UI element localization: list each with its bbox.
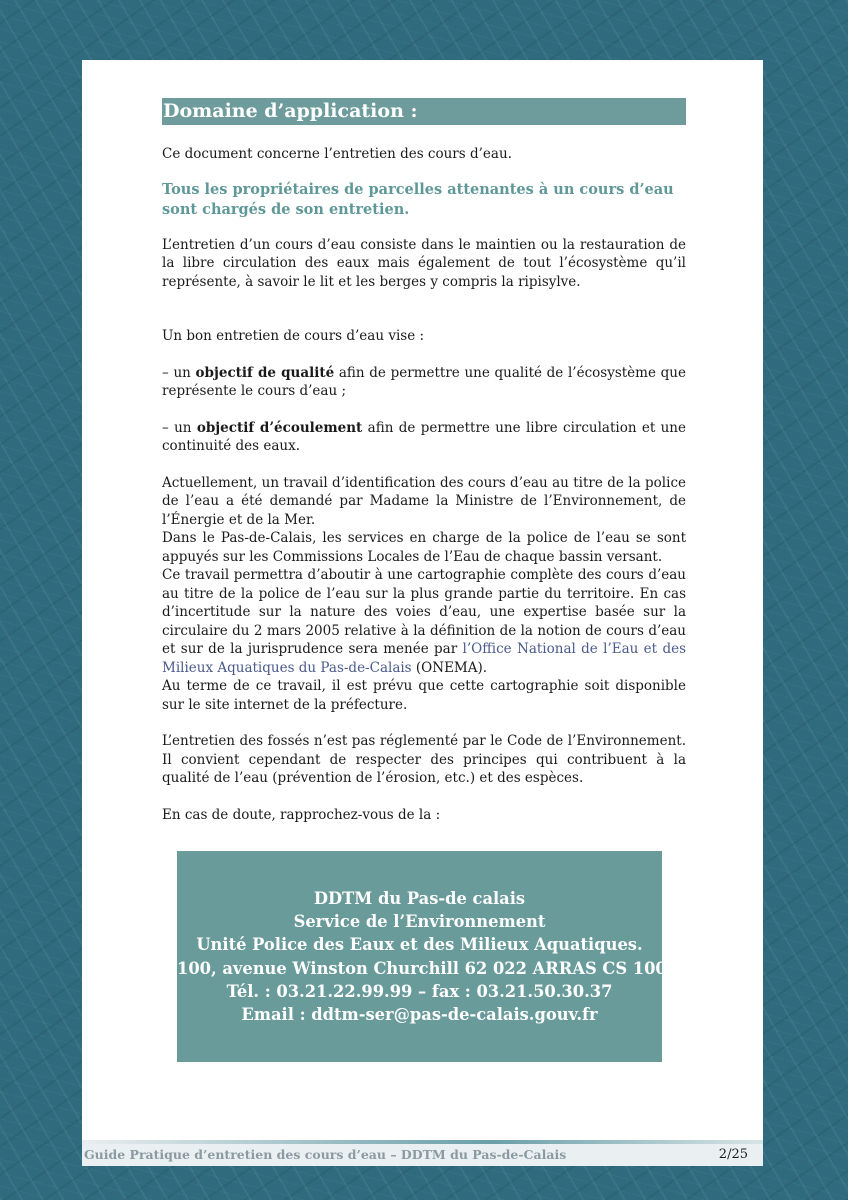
contact-service: Service de l’Environnement xyxy=(293,912,546,932)
objective-prefix: – un xyxy=(162,419,197,436)
page-number: 2/25 xyxy=(718,1147,748,1162)
context-text: Ce travail permettra d’aboutir à une cartographie complète des cours d’eau au titre de la police de l’eau sur la plus grande partie du territoire. En cas d’incertitude sur la nature des voies d’eau, une expertise basée sur la circulaire du 2 mars 2005 relative à la définition de la notion de cours d’eau et sur de la jurisprudence sera menée par xyxy=(162,567,686,657)
contact-details xyxy=(177,887,690,1026)
contact-email: Email : ddtm-ser@pas-de-calais.gouv.fr xyxy=(241,1005,598,1025)
contact-box xyxy=(177,851,690,1062)
document-page xyxy=(82,60,763,1142)
context-text-end: (ONEMA). xyxy=(411,659,488,676)
context-paragraph-3 xyxy=(162,566,686,677)
footer-title: Guide Pratique d’entretien des cours d’eau – DDTM du Pas-de-Calais xyxy=(84,1147,567,1162)
contact-organization: DDTM du Pas-de calais xyxy=(313,889,526,908)
contact-phone: Tél. : 03.21.22.99.99 – fax : 03.21.50.30.37 xyxy=(226,981,613,1001)
objective-quality-text: afin de permettre une qualité de l’écosystème que représente le cours d’eau ; xyxy=(162,364,686,399)
page-content xyxy=(162,98,686,824)
objective-quality-label: objectif de qualité xyxy=(195,364,335,381)
objectives-intro: Un bon entretien de cours d’eau vise : xyxy=(162,328,425,344)
objective-prefix: – un xyxy=(162,364,196,381)
onema-reference: l’Office National de l’Eau et des Milieux Aquatiques du Pas-de-Calais xyxy=(162,641,686,676)
section-heading: Domaine d’application : xyxy=(162,98,686,125)
intro-paragraph: Ce document concerne l’entretien des cours d’eau. xyxy=(162,146,512,162)
contact-address: 100, avenue Winston Churchill 62 022 ARRAS CS 10007 xyxy=(177,958,690,978)
doubt-paragraph: En cas de doute, rapprochez-vous de la : xyxy=(162,806,441,823)
objective-flow-label: objectif d’écoulement xyxy=(196,419,363,436)
objective-flow xyxy=(162,419,686,456)
definition-paragraph: L’entretien d’un cours d’eau consiste dans le maintien ou la restauration de la libre circulation des eaux mais également de tout l’écosystème qu’il représente, à savoir le lit et les berges y compris la ripisylve. xyxy=(162,236,686,290)
contact-unit: Unité Police des Eaux et des Milieux Aquatiques. xyxy=(196,935,643,955)
ditches-paragraph: L’entretien des fossés n’est pas réglementé par le Code de l’Environnement. Il convient cependant de respecter des principes qui contribuent à la qualité de l’eau (prévention de l’érosion, etc.) et des espèces. xyxy=(162,733,686,786)
context-paragraph-2: Dans le Pas-de-Calais, les services en charge de la police de l’eau se sont appuyés sur les Commissions Locales de l’Eau de chaque bassin versant. xyxy=(162,530,686,565)
context-paragraph-4: Au terme de ce travail, il est prévu que cette cartographie soit disponible sur le site internet de la préfecture. xyxy=(162,678,686,713)
context-paragraph-1: Actuellement, un travail d’identification des cours d’eau au titre de la police de l’eau a été demandé par Madame la Ministre de l’Environnement, de l’Énergie et de la Mer. xyxy=(162,474,686,528)
objective-flow-text: afin de permettre une libre circulation et une continuité des eaux. xyxy=(162,419,686,454)
owners-responsibility: Tous les propriétaires de parcelles attenantes à un cours d’eau sont chargés de son entretien. xyxy=(162,180,674,218)
objective-quality xyxy=(162,364,686,401)
